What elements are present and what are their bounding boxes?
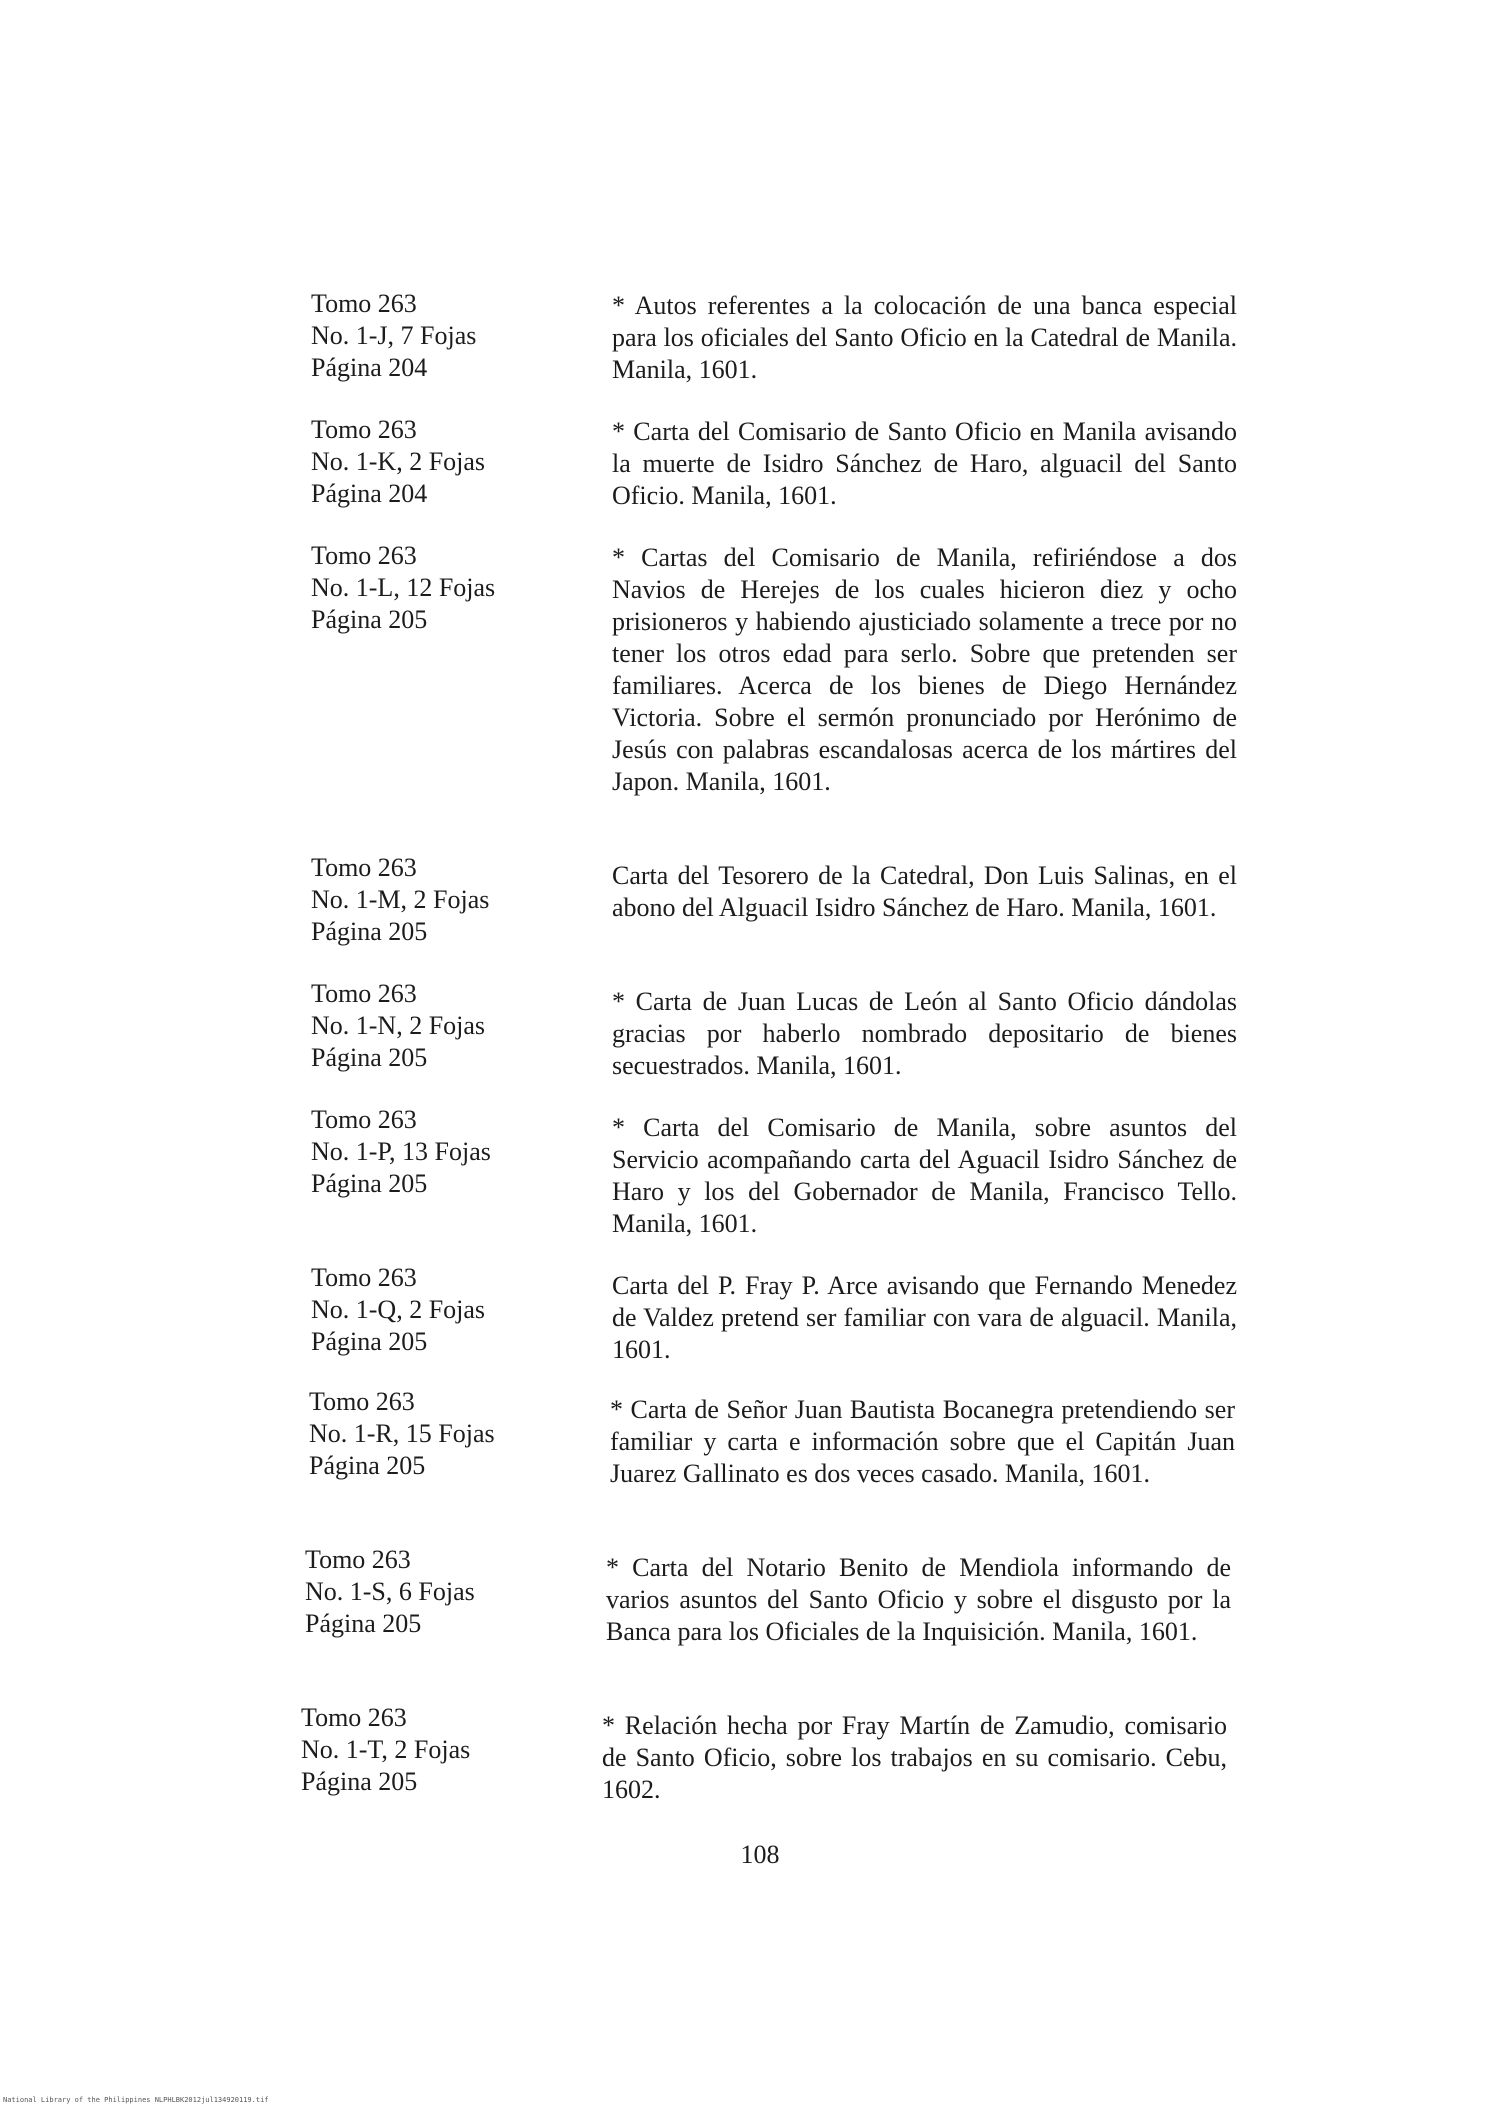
entry-description: * Cartas del Comisario de Manila, refiriéndose a dos Navios de Herejes de los cuales hicieron diez y ocho prisioneros y habiendo ajusticiado solamente a trece por no tener los otros edad para serlo. Sobre que pretenden ser familiares. Acerca de los bienes de Diego Hernández Victoria. Sobre el sermón pronunciado por Herónimo de Jesús con palabras escandalosas acerca de los mártires del Japon. Manila, 1601. bbox=[612, 543, 1237, 796]
tomo-label: Tomo 263 bbox=[311, 289, 417, 318]
number-fojas-label: No. 1-T, 2 Fojas bbox=[301, 1735, 471, 1764]
pagina-label: Página 205 bbox=[311, 1043, 428, 1072]
catalog-reference bbox=[309, 1386, 569, 1482]
entry-description: * Carta de Juan Lucas de León al Santo Oficio dándolas gracias por haberlo nombrado depositario de bienes secuestrados. Manila, 1601. bbox=[612, 987, 1237, 1080]
tomo-label: Tomo 263 bbox=[311, 415, 417, 444]
pagina-label: Página 205 bbox=[311, 917, 428, 946]
entry-description: * Carta del Comisario de Manila, sobre asuntos del Servicio acompañando carta del Aguacil Isidro Sánchez de Haro y los del Gobernador de Manila, Francisco Tello. Manila, 1601. bbox=[612, 1113, 1237, 1238]
catalog-reference bbox=[311, 852, 571, 948]
tomo-label: Tomo 263 bbox=[311, 541, 417, 570]
tomo-label: Tomo 263 bbox=[311, 1105, 417, 1134]
entry-description: * Carta del Notario Benito de Mendiola informando de varios asuntos del Santo Oficio y sobre el disgusto por la Banca para los Oficiales de la Inquisición. Manila, 1601. bbox=[606, 1553, 1231, 1646]
number-fojas-label: No. 1-J, 7 Fojas bbox=[311, 321, 477, 350]
pagina-label: Página 205 bbox=[301, 1767, 418, 1796]
catalog-reference bbox=[311, 288, 571, 384]
number-fojas-label: No. 1-N, 2 Fojas bbox=[311, 1011, 486, 1040]
tomo-label: Tomo 263 bbox=[309, 1387, 415, 1416]
pagina-label: Página 205 bbox=[311, 605, 428, 634]
number-fojas-label: No. 1-P, 13 Fojas bbox=[311, 1137, 491, 1166]
scan-footer: National Library of the Philippines NLPHLBK2012jul134920119.tif bbox=[3, 2096, 269, 2104]
number-fojas-label: No. 1-M, 2 Fojas bbox=[311, 885, 490, 914]
page-number: 108 bbox=[740, 1840, 780, 1869]
pagina-label: Página 204 bbox=[311, 479, 428, 508]
tomo-label: Tomo 263 bbox=[301, 1703, 407, 1732]
entry-description: * Carta de Señor Juan Bautista Bocanegra pretendiendo ser familiar y carta e información sobre que el Capitán Juan Juarez Gallinato es dos veces casado. Manila, 1601. bbox=[610, 1395, 1235, 1488]
catalog-reference bbox=[311, 414, 571, 510]
tomo-label: Tomo 263 bbox=[311, 979, 417, 1008]
catalog-reference bbox=[311, 1104, 571, 1200]
number-fojas-label: No. 1-S, 6 Fojas bbox=[305, 1577, 475, 1606]
number-fojas-label: No. 1-L, 12 Fojas bbox=[311, 573, 496, 602]
entry-description: Carta del Tesorero de la Catedral, Don Luis Salinas, en el abono del Alguacil Isidro Sánchez de Haro. Manila, 1601. bbox=[612, 861, 1237, 922]
pagina-label: Página 205 bbox=[311, 1327, 428, 1356]
tomo-label: Tomo 263 bbox=[311, 853, 417, 882]
entry-description: * Relación hecha por Fray Martín de Zamudio, comisario de Santo Oficio, sobre los trabajos en su comisario. Cebu, 1602. bbox=[602, 1711, 1227, 1804]
entry-description: * Carta del Comisario de Santo Oficio en Manila avisando la muerte de Isidro Sánchez de Haro, alguacil del Santo Oficio. Manila, 1601. bbox=[612, 417, 1237, 510]
entry-description: Carta del P. Fray P. Arce avisando que Fernando Menedez de Valdez pretend ser familiar con vara de alguacil. Manila, 1601. bbox=[612, 1271, 1237, 1364]
pagina-label: Página 205 bbox=[305, 1609, 422, 1638]
number-fojas-label: No. 1-Q, 2 Fojas bbox=[311, 1295, 486, 1324]
pagina-label: Página 205 bbox=[311, 1169, 428, 1198]
catalog-reference bbox=[311, 540, 571, 636]
catalog-reference bbox=[311, 1262, 571, 1358]
entry-description: * Autos referentes a la colocación de una banca especial para los oficiales del Santo Oficio en la Catedral de Manila. Manila, 1601. bbox=[612, 291, 1237, 384]
catalog-reference bbox=[305, 1544, 565, 1640]
catalog-reference bbox=[311, 978, 571, 1074]
number-fojas-label: No. 1-R, 15 Fojas bbox=[309, 1419, 495, 1448]
tomo-label: Tomo 263 bbox=[311, 1263, 417, 1292]
catalog-reference bbox=[301, 1702, 561, 1798]
pagina-label: Página 205 bbox=[309, 1451, 426, 1480]
pagina-label: Página 204 bbox=[311, 353, 428, 382]
number-fojas-label: No. 1-K, 2 Fojas bbox=[311, 447, 486, 476]
tomo-label: Tomo 263 bbox=[305, 1545, 411, 1574]
